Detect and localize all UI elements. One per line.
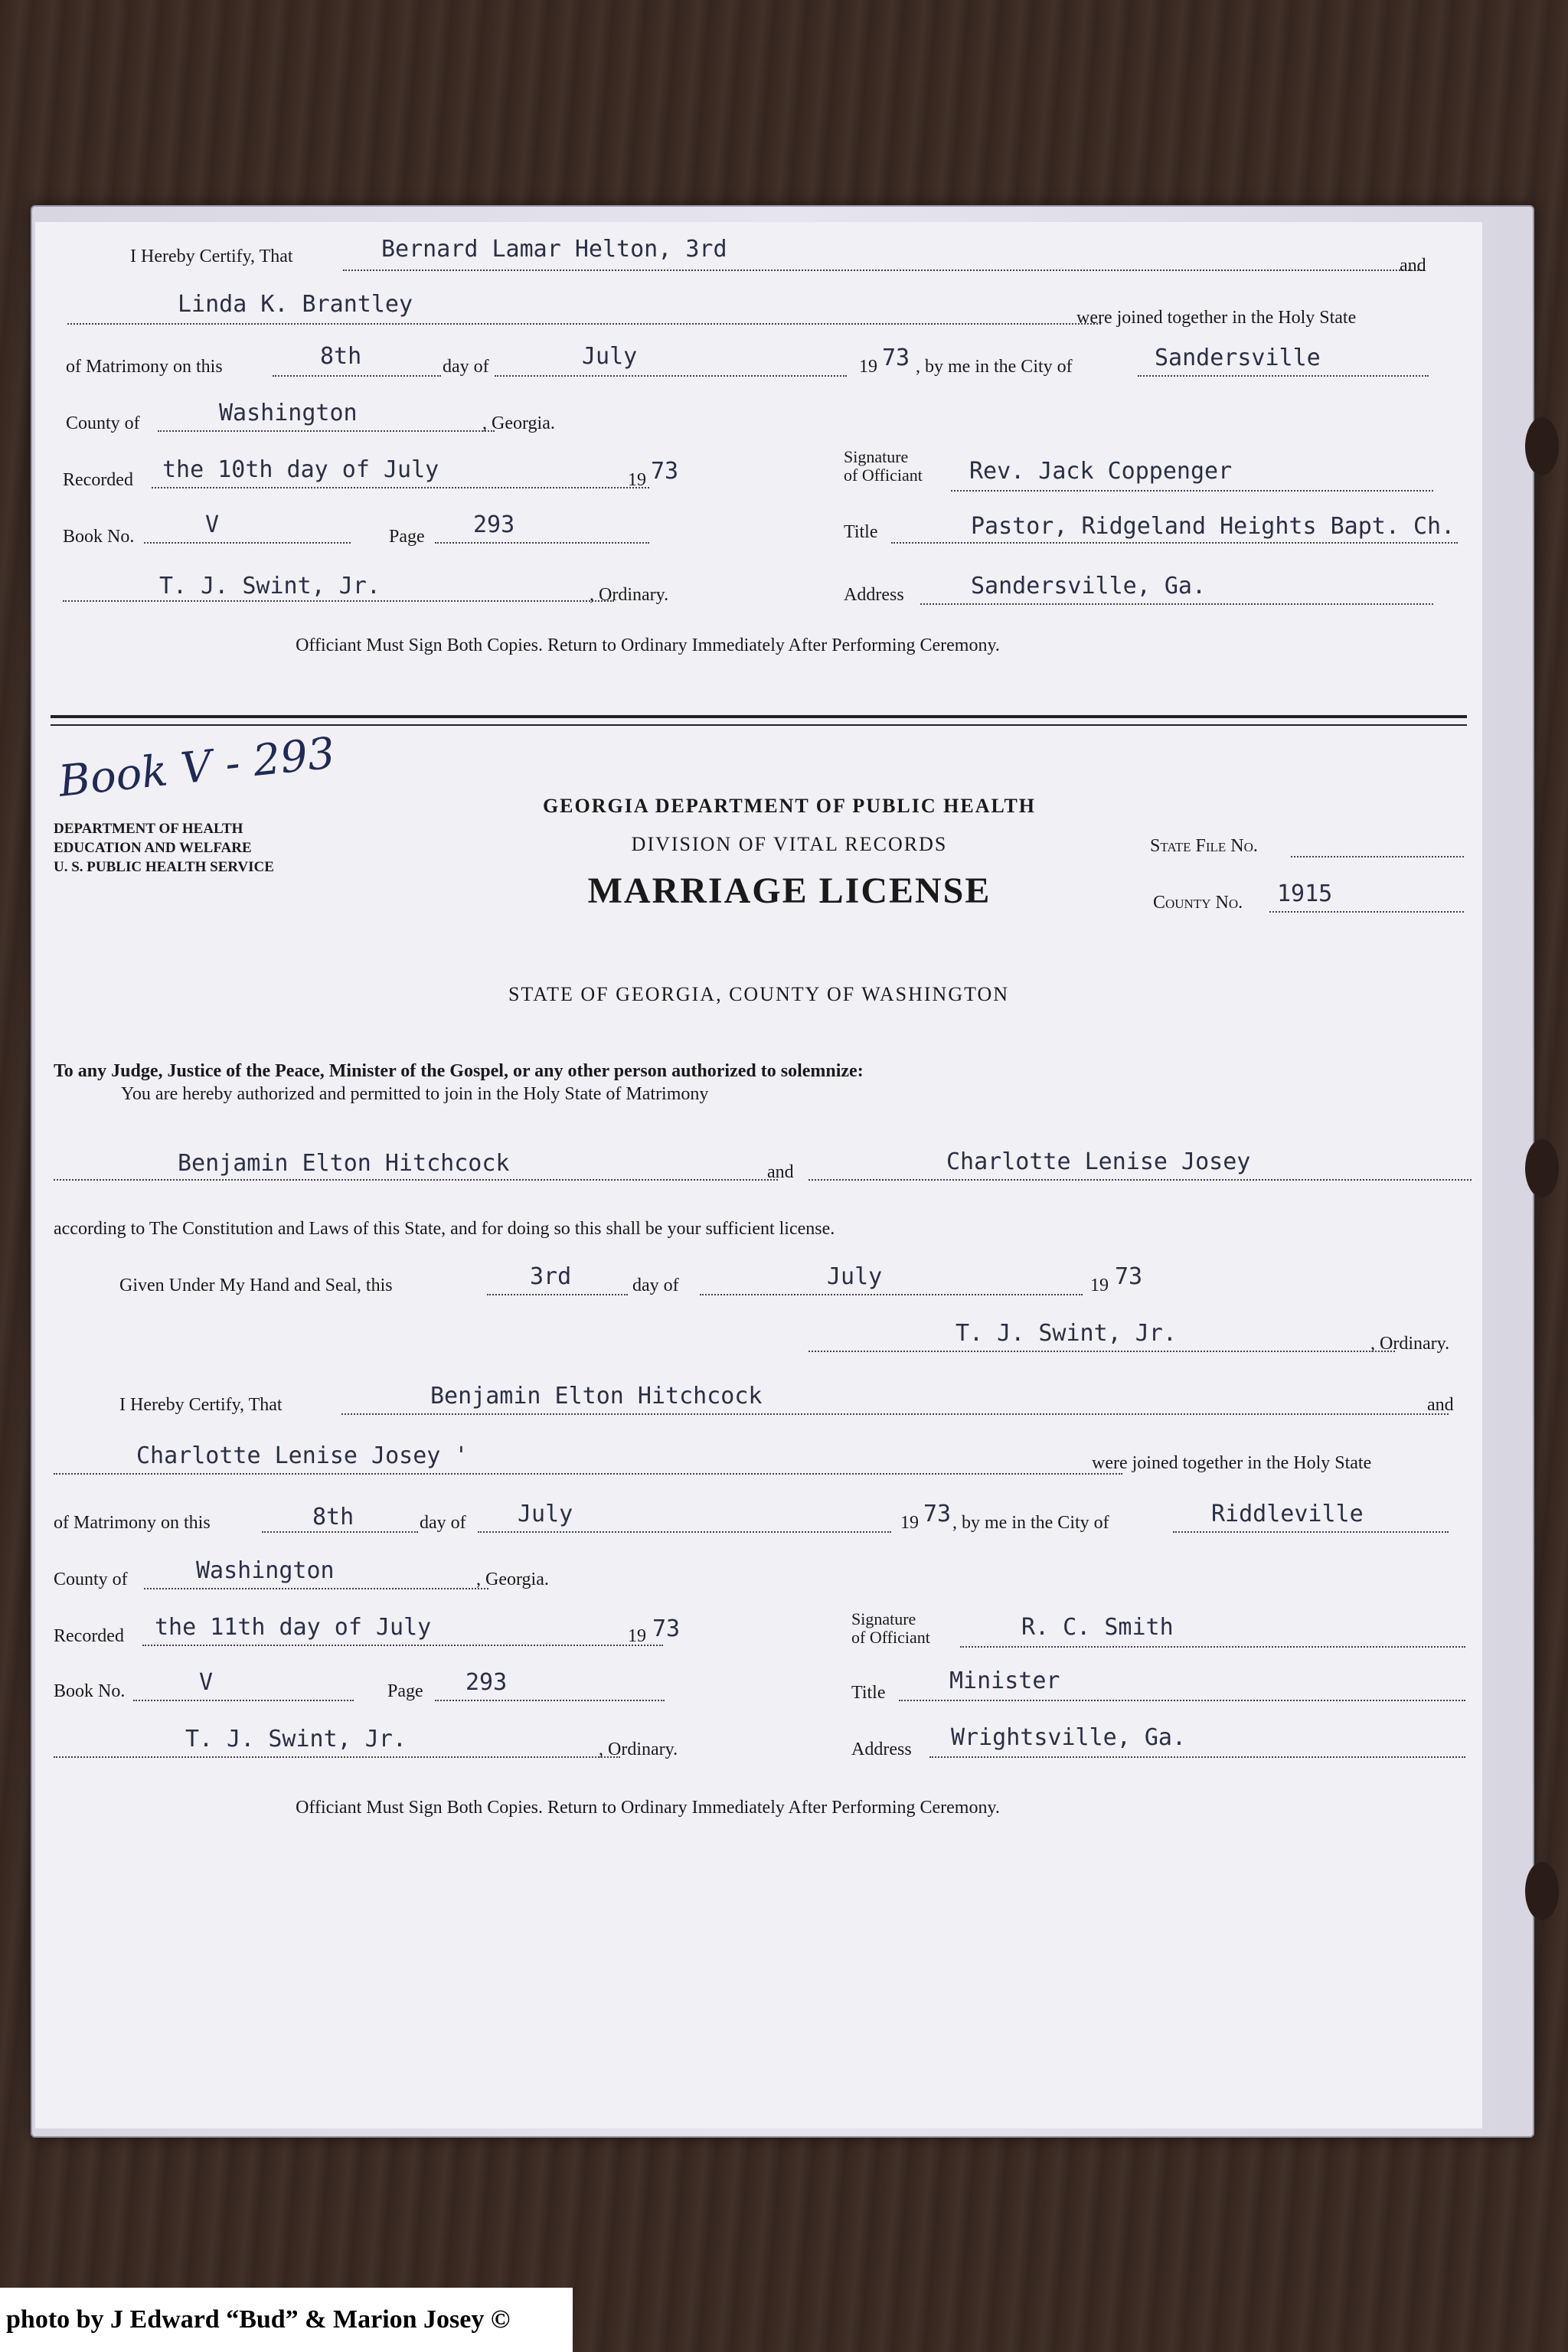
- officiant-name: R. C. Smith: [1021, 1614, 1174, 1641]
- recorded-label: Recorded: [63, 470, 133, 490]
- address-label: Address: [844, 585, 904, 605]
- century: 19: [859, 357, 877, 377]
- bride-name: Charlotte Lenise Josey ': [136, 1442, 469, 1469]
- joined-label: were joined together in the Holy State: [1092, 1453, 1372, 1473]
- handwritten-book-note: Book V - 293: [56, 728, 338, 807]
- officiant-label: of Officiant: [844, 466, 923, 485]
- page-label: Page: [387, 1681, 423, 1701]
- book-label: Book No.: [54, 1681, 126, 1701]
- officiant-address: Sandersville, Ga.: [971, 573, 1207, 599]
- marriage-day: 8th: [320, 343, 362, 370]
- marriage-city: Riddleville: [1211, 1501, 1364, 1527]
- license-groom: Benjamin Elton Hitchcock: [178, 1150, 510, 1177]
- document-heading: MARRIAGE LICENSE: [587, 871, 991, 911]
- and-label: and: [1427, 1395, 1454, 1415]
- recorded-year: 73: [651, 458, 679, 485]
- officiant-title: Pastor, Ridgeland Heights Bapt. Ch.: [971, 513, 1455, 540]
- officiant-address: Wrightsville, Ga.: [951, 1724, 1187, 1751]
- georgia-label: , Georgia.: [476, 1570, 549, 1589]
- divider-rule: [51, 715, 1467, 718]
- given-label: Given Under My Hand and Seal, this: [119, 1276, 393, 1295]
- address-to-officials: To any Judge, Justice of the Peace, Minister of the Gospel, or any other person authorized to solemnize:: [54, 1061, 864, 1081]
- book-number: V: [205, 511, 220, 538]
- binder-hole: [1525, 1139, 1559, 1197]
- county-name: Washington: [196, 1557, 335, 1584]
- footer-note: Officiant Must Sign Both Copies. Return to Ordinary Immediately After Performing Ceremony.: [296, 1798, 1000, 1818]
- state-file-label: State File No.: [1150, 836, 1258, 856]
- address-label: Address: [851, 1740, 912, 1759]
- ordinary-label: , Ordinary.: [1370, 1334, 1450, 1354]
- recorded-date: the 10th day of July: [162, 456, 439, 483]
- county-label: County of: [54, 1570, 128, 1589]
- georgia-label: , Georgia.: [482, 413, 555, 433]
- marriage-month: July: [518, 1501, 573, 1527]
- county-name: Washington: [219, 400, 358, 426]
- authorization-text: You are hereby authorized and permitted to join in the Holy State of Matrimony: [121, 1084, 709, 1104]
- recorded-century: 19: [628, 1626, 646, 1646]
- binder-hole: [1525, 417, 1559, 475]
- marriage-year: 73: [882, 345, 910, 371]
- by-me-label: , by me in the City of: [952, 1513, 1109, 1533]
- matrimony-label: of Matrimony on this: [54, 1513, 211, 1533]
- county-no-label: County No.: [1153, 893, 1243, 913]
- certify-label: I Hereby Certify, That: [130, 247, 293, 266]
- recorded-century: 19: [628, 470, 646, 490]
- county-label: County of: [66, 413, 140, 433]
- county-number: 1915: [1277, 880, 1333, 907]
- title-label: Title: [851, 1683, 886, 1703]
- matrimony-label: of Matrimony on this: [66, 357, 223, 377]
- division-name: DIVISION OF VITAL RECORDS: [631, 833, 948, 855]
- given-year: 73: [1115, 1263, 1143, 1290]
- and-label: and: [767, 1162, 794, 1182]
- day-of-label: day of: [632, 1276, 679, 1295]
- license-bride: Charlotte Lenise Josey: [946, 1148, 1251, 1175]
- marriage-day: 8th: [312, 1504, 354, 1530]
- groom-name: Bernard Lamar Helton, 3rd: [381, 236, 727, 263]
- ordinary-label: , Ordinary.: [590, 585, 669, 605]
- agency-name: GEORGIA DEPARTMENT OF PUBLIC HEALTH: [542, 795, 1037, 817]
- page-label: Page: [389, 527, 425, 547]
- signature-label: Signature: [844, 447, 909, 466]
- given-month: July: [827, 1263, 883, 1290]
- ordinary-name: T. J. Swint, Jr.: [159, 573, 381, 599]
- day-of-label: day of: [443, 357, 489, 377]
- century: 19: [900, 1513, 919, 1533]
- divider-rule: [51, 724, 1467, 726]
- recorded-label: Recorded: [54, 1626, 124, 1646]
- recorded-year: 73: [652, 1615, 681, 1642]
- according-text: according to The Constitution and Laws of this State, and for doing so this shall be your sufficient license.: [54, 1219, 835, 1239]
- recorded-date: the 11th day of July: [155, 1614, 432, 1641]
- title-label: Title: [844, 522, 878, 542]
- footer-note: Officiant Must Sign Both Copies. Return to Ordinary Immediately After Performing Ceremony.: [296, 635, 1000, 655]
- by-me-label: , by me in the City of: [916, 357, 1073, 377]
- book-label: Book No.: [63, 527, 135, 547]
- marriage-month: July: [582, 343, 638, 370]
- groom-name: Benjamin Elton Hitchcock: [430, 1383, 763, 1410]
- officiant-name: Rev. Jack Coppenger: [969, 458, 1233, 485]
- photo-credit: photo by J Edward “Bud” & Marion Josey ©: [0, 2288, 573, 2352]
- license-ordinary: T. J. Swint, Jr.: [956, 1320, 1177, 1347]
- state-county-heading: STATE OF GEORGIA, COUNTY OF WASHINGTON: [508, 983, 1010, 1005]
- ordinary-label: , Ordinary.: [599, 1740, 678, 1759]
- officiant-title: Minister: [949, 1668, 1060, 1694]
- given-day: 3rd: [530, 1263, 572, 1290]
- marriage-year: 73: [923, 1501, 952, 1527]
- joined-label: were joined together in the Holy State: [1076, 308, 1357, 328]
- page-number: 293: [466, 1669, 508, 1696]
- and-label: and: [1400, 256, 1426, 276]
- signature-label: Signature: [851, 1609, 916, 1628]
- officiant-label: of Officiant: [851, 1628, 930, 1647]
- binder-hole: [1525, 1862, 1559, 1920]
- page-number: 293: [473, 511, 515, 538]
- century: 19: [1090, 1276, 1109, 1295]
- federal-dept-block: DEPARTMENT OF HEALTH EDUCATION AND WELFARE U. S. PUBLIC HEALTH SERVICE: [54, 821, 274, 875]
- day-of-label: day of: [420, 1513, 466, 1533]
- certify-label: I Hereby Certify, That: [119, 1395, 283, 1415]
- bride-name: Linda K. Brantley: [178, 291, 413, 318]
- marriage-license-document: [35, 222, 1482, 2128]
- marriage-city: Sandersville: [1155, 345, 1321, 371]
- ordinary-name: T. J. Swint, Jr.: [185, 1726, 407, 1753]
- book-number: V: [199, 1669, 214, 1696]
